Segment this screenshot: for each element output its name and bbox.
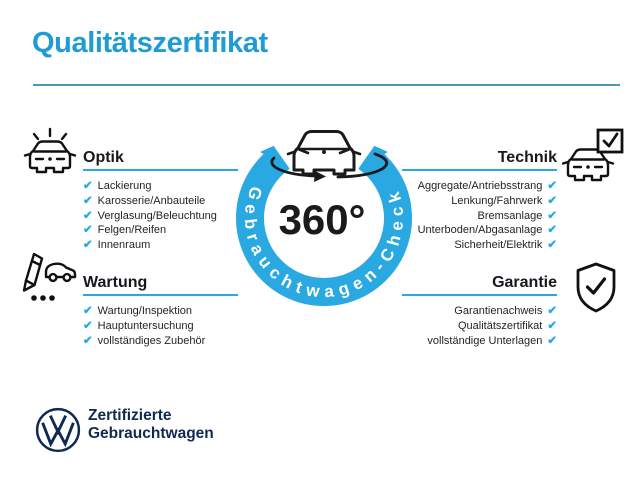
checklist-item-label: Felgen/Reifen — [97, 224, 167, 237]
car-checkbox-icon — [562, 128, 624, 184]
check-icon: ✔ — [547, 180, 557, 192]
checklist-item-label: Verglasung/Beleuchtung — [97, 209, 217, 222]
check-icon: ✔ — [83, 209, 93, 222]
checkbox — [598, 130, 622, 152]
check-icon: ✔ — [83, 305, 93, 317]
brand-claim-line2: Gebrauchtwagen — [88, 425, 214, 442]
section-technik-title: Technik — [497, 149, 557, 166]
shield-check — [588, 279, 605, 293]
check-icon: ✔ — [83, 334, 93, 347]
checklist-item-label: Lenkung/Fahrwerk — [451, 194, 543, 207]
checklist-item-label: Qualitätszertifikat — [457, 319, 543, 332]
section-wartung-title: Wartung — [83, 274, 148, 291]
vw-logo — [34, 406, 82, 454]
pencil — [26, 254, 42, 285]
degree-label: 360° — [278, 196, 366, 243]
checklist-item-label: vollständiges Zubehör — [97, 334, 206, 347]
checklist-item-label: Hauptuntersuchung — [97, 319, 194, 332]
check-icon: ✔ — [547, 334, 557, 347]
car-front-shine-icon — [22, 126, 78, 180]
car-body — [30, 142, 70, 173]
check-icon: ✔ — [547, 305, 557, 317]
checklist-item-label: Garantienachweis — [454, 305, 543, 317]
page-title: Qualitätszertifikat — [32, 27, 268, 59]
check-icon: ✔ — [83, 239, 93, 252]
checklist-item-label: vollständige Unterlagen — [427, 334, 543, 347]
checklist-item-label: Aggregate/Antriebsstrang — [417, 180, 543, 192]
brand-claim-line1: Zertifizierte — [88, 407, 172, 424]
check-icon: ✔ — [83, 180, 93, 192]
checklist-item-label: Lackierung — [97, 180, 152, 192]
check-icon: ✔ — [547, 194, 557, 207]
checklist-item-label: Karosserie/Anbauteile — [97, 194, 206, 207]
checklist-item-label: Innenraum — [97, 239, 151, 252]
checklist-item-label: Sicherheit/Elektrik — [454, 239, 543, 252]
check-icon: ✔ — [83, 194, 93, 207]
shine-rays — [34, 129, 66, 139]
check-icon: ✔ — [83, 224, 93, 237]
car-body — [568, 150, 608, 181]
check-icon: ✔ — [83, 319, 93, 332]
check-icon: ✔ — [547, 209, 557, 222]
pencil-checklist-car-icon — [21, 250, 79, 308]
checklist-item-label: Bremsanlage — [477, 209, 543, 222]
section-garantie-title: Garantie — [492, 274, 557, 291]
shield-check-icon — [574, 261, 618, 315]
check-icon: ✔ — [547, 239, 557, 252]
checklist-item-label: Unterboden/Abgasanlage — [417, 224, 543, 237]
vw-logo-w — [43, 423, 74, 444]
section-optik-title: Optik — [83, 149, 124, 166]
checklist-item-label: Wartung/Inspektion — [97, 305, 193, 317]
brand-claim — [88, 407, 214, 443]
ring-label: Gebrauchtwagen-Check — [240, 184, 408, 302]
rotate-arrowhead — [314, 171, 326, 182]
360-check-badge — [194, 88, 454, 348]
check-icon: ✔ — [547, 319, 557, 332]
title-divider — [33, 84, 620, 86]
check-icon: ✔ — [547, 224, 557, 237]
